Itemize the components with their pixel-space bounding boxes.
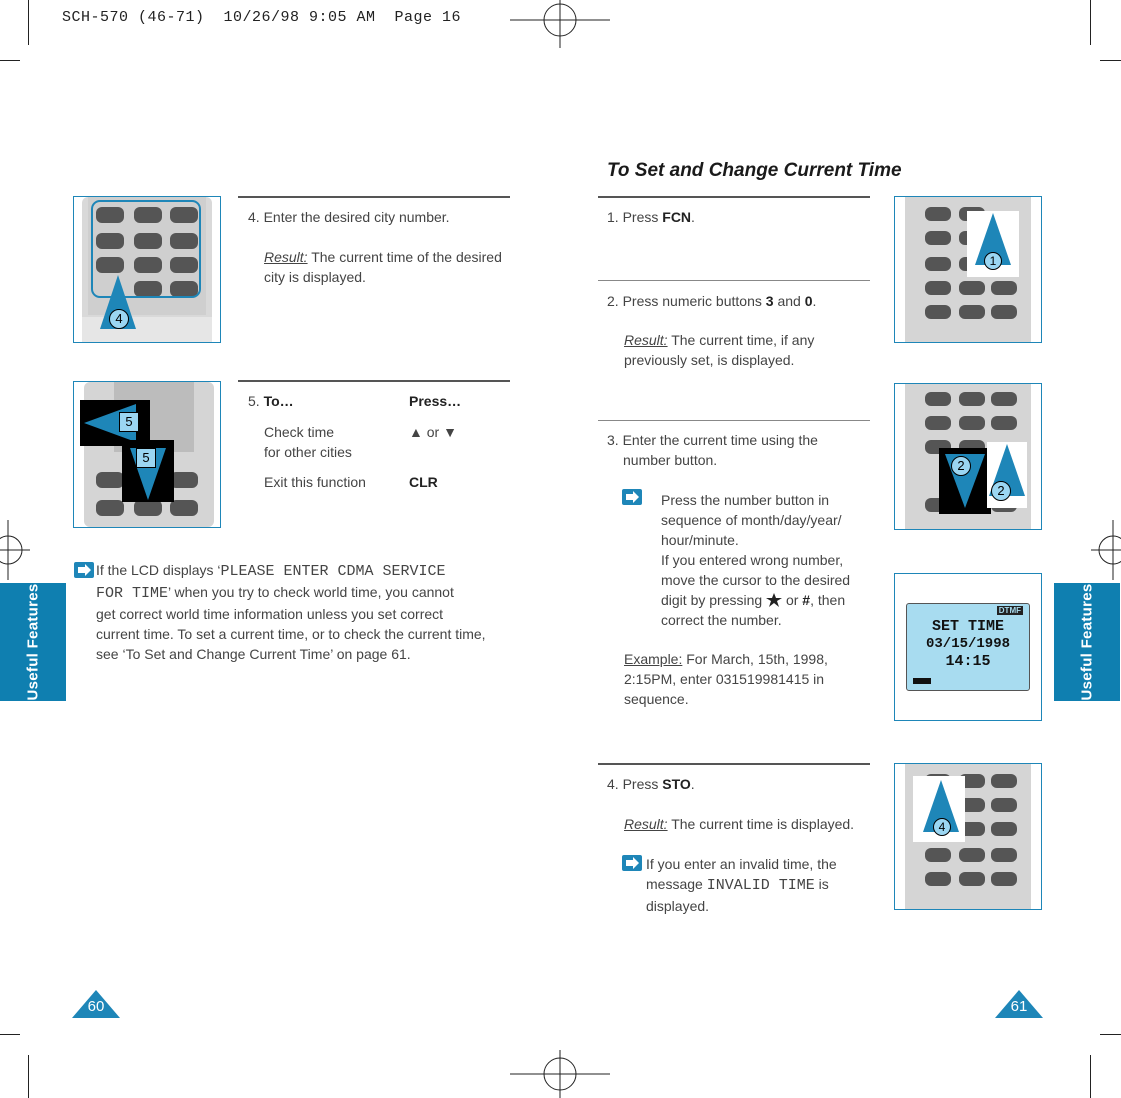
step2-result: Result: The current time, if any previously set, is displayed. bbox=[624, 332, 815, 368]
lcd-screen bbox=[906, 603, 1030, 691]
lcd-line2: 03/15/1998 bbox=[925, 636, 1010, 652]
step-rule bbox=[238, 380, 510, 382]
crop-mark bbox=[1100, 1034, 1121, 1035]
registration-mark-icon bbox=[0, 510, 30, 590]
key-badge: 5 bbox=[119, 412, 139, 432]
note-arrow-icon bbox=[622, 489, 642, 505]
key-sto: STO bbox=[662, 776, 691, 792]
side-tab-left bbox=[0, 583, 66, 701]
up-arrow-icon: ▲ bbox=[409, 424, 423, 440]
key-badge: 1 bbox=[984, 252, 1002, 270]
step2-instruction: 2. Press numeric buttons 3 and 0. bbox=[607, 293, 817, 309]
step-rule bbox=[238, 196, 510, 198]
step-rule bbox=[598, 280, 870, 281]
phone-navigation-illustration bbox=[73, 381, 221, 528]
step-rule bbox=[598, 196, 870, 198]
star-key-icon bbox=[766, 593, 782, 607]
page-number-left: 60 bbox=[72, 990, 120, 1018]
row-check-time: Check time for other cities bbox=[264, 424, 352, 460]
step4-instruction bbox=[248, 207, 450, 227]
battery-icon bbox=[913, 678, 931, 684]
key-badge: 2 bbox=[991, 481, 1011, 501]
step4-result bbox=[264, 247, 502, 287]
phone-keypad-illustration bbox=[73, 196, 221, 343]
crop-mark bbox=[28, 0, 29, 45]
crop-mark bbox=[0, 60, 20, 61]
result-text: city is displayed. bbox=[264, 269, 366, 285]
column-to: To… bbox=[263, 393, 294, 409]
result-label: Result: bbox=[264, 249, 308, 265]
step-number: 4. bbox=[248, 209, 260, 225]
lcd-indicator: DTMF bbox=[998, 606, 1021, 615]
section-heading: To Set and Change Current Time bbox=[607, 160, 902, 181]
step1-instruction: 1. Press FCN. bbox=[607, 209, 695, 225]
lcd-line3: 14:15 bbox=[945, 653, 991, 670]
crop-mark bbox=[1100, 60, 1121, 61]
lcd-line1: SET TIME bbox=[931, 618, 1004, 635]
crop-mark bbox=[0, 1034, 20, 1035]
key-badge: 2 bbox=[951, 456, 971, 476]
key-badge: 5 bbox=[136, 448, 156, 468]
step-text: Enter the desired city number. bbox=[263, 209, 450, 225]
side-tab-right bbox=[1054, 583, 1120, 701]
side-tab-label: Useful Features bbox=[1078, 583, 1096, 701]
phone-numeric-illustration bbox=[894, 383, 1042, 530]
step4-note: If you enter an invalid time, the message INVALID TIME is displayed. bbox=[646, 856, 837, 914]
printer-slug: SCH-570 (46-71) 10/26/98 9:05 AM Page 16 bbox=[62, 9, 462, 26]
registration-mark-icon bbox=[510, 1050, 610, 1098]
step3-instruction: 3. Enter the current time using the number button. bbox=[607, 432, 818, 468]
step-number: 5. bbox=[248, 393, 260, 409]
crop-mark bbox=[28, 1055, 29, 1098]
registration-mark-icon bbox=[1091, 510, 1121, 590]
phone-sto-illustration bbox=[894, 763, 1042, 910]
note-arrow-icon bbox=[622, 855, 642, 871]
step-rule bbox=[598, 420, 870, 421]
row-check-time-keys: ▲ or ▼ bbox=[409, 424, 457, 440]
row-exit: Exit this function bbox=[264, 474, 366, 490]
down-arrow-icon: ▼ bbox=[443, 424, 457, 440]
crop-mark bbox=[1090, 1055, 1091, 1098]
registration-mark-icon bbox=[510, 0, 610, 48]
crop-mark bbox=[1090, 0, 1091, 45]
step3-note: Press the number button in sequence of month/day/year/ hour/minute. If you entered wrong number, move the cursor to the desired digit by pressing or #, then correct the number. bbox=[661, 492, 851, 628]
key-badge: 4 bbox=[109, 309, 129, 329]
side-tab-label: Useful Features bbox=[24, 583, 42, 701]
hash-key: # bbox=[802, 592, 811, 608]
step3-example: Example: For March, 15th, 1998, 2:15PM, enter 031519981415 in sequence. bbox=[624, 651, 828, 707]
step5-header bbox=[248, 391, 294, 411]
world-time-note: If the LCD displays ‘PLEASE ENTER CDMA SERVICE FOR TIME’ when you try to check world time, you cannot get correct world time information unless you set correct current time. To set a current time, or to check the current time, see ‘To Set and Change Current Time’ on page 61. bbox=[96, 562, 486, 662]
step-rule bbox=[598, 763, 870, 765]
lcd-display-illustration bbox=[894, 573, 1042, 721]
column-press: Press… bbox=[409, 393, 462, 409]
phone-fcn-illustration bbox=[894, 196, 1042, 343]
row-exit-key: CLR bbox=[409, 474, 438, 490]
key-fcn: FCN bbox=[662, 209, 692, 225]
key-badge: 4 bbox=[933, 818, 951, 836]
result-text: The current time of the desired bbox=[311, 249, 502, 265]
step4-instruction: 4. Press STO. bbox=[607, 776, 695, 792]
note-arrow-icon bbox=[74, 562, 94, 578]
page-number-right: 61 bbox=[995, 990, 1043, 1018]
step4-result: Result: The current time is displayed. bbox=[624, 816, 855, 832]
